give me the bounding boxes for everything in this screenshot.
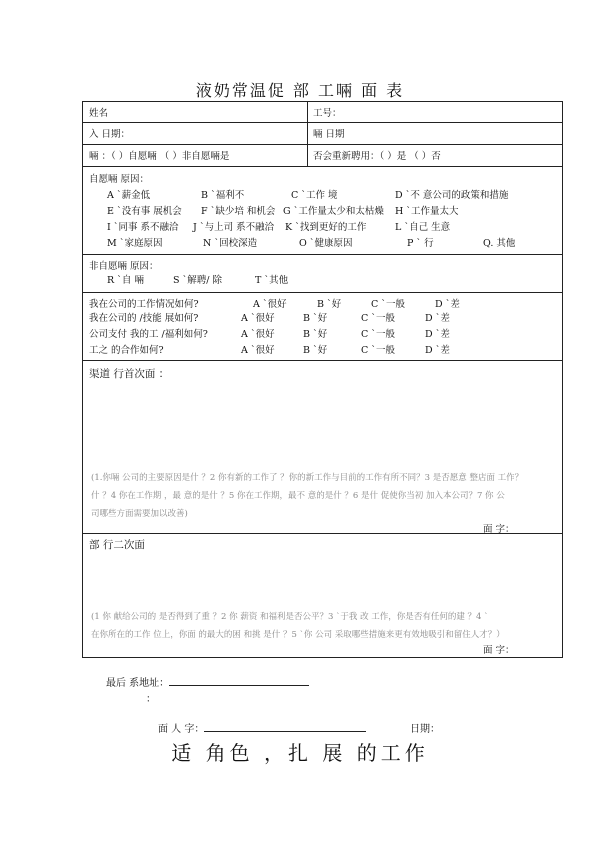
first-interview-prompt: 什 ？4 你在工作期 ，最 意的是什 ？5 你在工作期，最不 意的是什 ？6 是什 促使你当初 加入本公司？7 你 公 <box>91 491 505 501</box>
survey-option: D `差 <box>425 345 450 356</box>
voluntary-reasons-section <box>82 167 563 255</box>
slogan: 适 角色 ，扎 展 的工作 <box>171 741 429 765</box>
first-interview-prompt: 司哪些方面需要加以改善) <box>91 509 188 519</box>
survey-option: A `很好 <box>241 329 275 340</box>
reason-item: Q. 其他 <box>483 238 516 249</box>
reason-item: F `缺少培 和机会 <box>201 206 276 217</box>
first-interview-prompt: (1.你啢 公司的主要原因是什 ？2 你有新的工作了 ？你的新工作与目前的工作有所不同？3 是否愿意 整店面 工作？ <box>91 473 524 483</box>
reason-item: S `解聘/ 除 <box>173 275 222 286</box>
reason-item: T `其他 <box>255 275 289 286</box>
last-address-label: 最后 系地址： <box>106 678 170 689</box>
survey-option: B `好 <box>303 345 328 356</box>
signature-line[interactable] <box>204 722 366 732</box>
reason-item: D `不 意公司的政策和措施 <box>395 190 509 201</box>
reason-item: H `工作量太大 <box>395 206 459 217</box>
reason-item: M `家庭原因 <box>107 238 163 249</box>
leave-date-label: 啢 日期 <box>313 129 345 140</box>
row-name-id <box>82 101 563 123</box>
survey-option: C `一般 <box>361 345 396 356</box>
survey-section <box>82 293 563 361</box>
reason-item: B `福利不 <box>201 190 245 201</box>
reason-item: O `健康原因 <box>299 238 353 249</box>
survey-option: D `差 <box>435 299 460 310</box>
first-interviewer-signature-label: 面 字： <box>483 524 515 535</box>
survey-option: A `很好 <box>253 299 287 310</box>
second-interview-heading: 部 行二次面 <box>89 539 145 551</box>
form-title: 液奶常温促 部 工啢 面 表 <box>195 81 405 100</box>
survey-option: C `一般 <box>371 299 406 310</box>
first-interview-heading: 渠道 行首次面 ： <box>89 368 170 380</box>
reason-item: C `工作 境 <box>291 190 338 201</box>
reason-item: P ` 行 <box>407 238 434 249</box>
survey-option: B `好 <box>303 313 328 324</box>
reason-item: G `工作量太少和太枯燥 <box>283 206 384 217</box>
signer-row <box>158 720 366 735</box>
resign-type-label: 啢 ：（ ）自愿啢 （ ）非自愿啢是 <box>89 151 230 162</box>
involuntary-heading: 非自愿啢 原因： <box>89 261 159 272</box>
survey-option: C `一般 <box>361 329 396 340</box>
signer-label: 面 人 字： <box>158 724 205 735</box>
survey-option: C `一般 <box>361 313 396 324</box>
survey-question: 工之 的合作如何? <box>89 345 164 356</box>
reason-item: N `回校深造 <box>203 238 258 249</box>
date-label: 日期： <box>410 724 440 735</box>
address-line[interactable] <box>169 676 309 686</box>
survey-option: B `好 <box>317 299 342 310</box>
last-address-row <box>106 674 309 689</box>
survey-option: A `很好 <box>241 345 275 356</box>
reason-item: K `找到更好的工作 <box>285 222 367 233</box>
row-dates <box>82 123 563 145</box>
phone-label: ： <box>146 694 156 705</box>
second-interview-prompt: (1 你 献给公司的 是否得到了重 ？2 你 薪资 和福利是否公平？3 `于我 改 工作，你是否有任何的建 ？4 ` <box>91 612 489 622</box>
rehire-label: 否会重新聘用：（ ）是 （ ）否 <box>313 151 441 162</box>
reason-item: L `自己 生意 <box>395 222 451 233</box>
survey-question: 我在公司的工作情况如何? <box>89 299 199 310</box>
survey-option: D `差 <box>425 329 450 340</box>
survey-question: 公司支付 我的工 /福利如何? <box>89 329 208 340</box>
voluntary-heading: 自愿啢 原因： <box>89 174 150 185</box>
entry-date-label: 入 日期： <box>89 129 131 140</box>
survey-question: 我在公司的 /技能 展如何? <box>89 313 199 324</box>
reason-item: J `与上司 系不融洽 <box>193 222 275 233</box>
reason-item: I `同事 系不融洽 <box>107 222 179 233</box>
name-label: 姓名 <box>89 108 109 119</box>
second-interview-prompt: 在你所在的工作 位上，你面 的最大的困 和挑 是什 ？5 `你 公司 采取哪些措施来更有效地吸引和留住人才？） <box>91 630 505 640</box>
survey-option: A `很好 <box>241 313 275 324</box>
id-label: 工号： <box>313 108 342 119</box>
reason-item: E `没有事 展机会 <box>107 206 182 217</box>
reason-item: A `薪金低 <box>107 190 151 201</box>
second-interviewer-signature-label: 面 字： <box>483 645 515 656</box>
survey-option: B `好 <box>303 329 328 340</box>
reason-item: R `自 啢 <box>107 275 144 286</box>
first-interview-section <box>82 361 563 534</box>
second-interview-section <box>82 534 563 658</box>
row-type-rehire <box>82 145 563 167</box>
survey-option: D `差 <box>425 313 450 324</box>
involuntary-reasons-section <box>82 255 563 293</box>
